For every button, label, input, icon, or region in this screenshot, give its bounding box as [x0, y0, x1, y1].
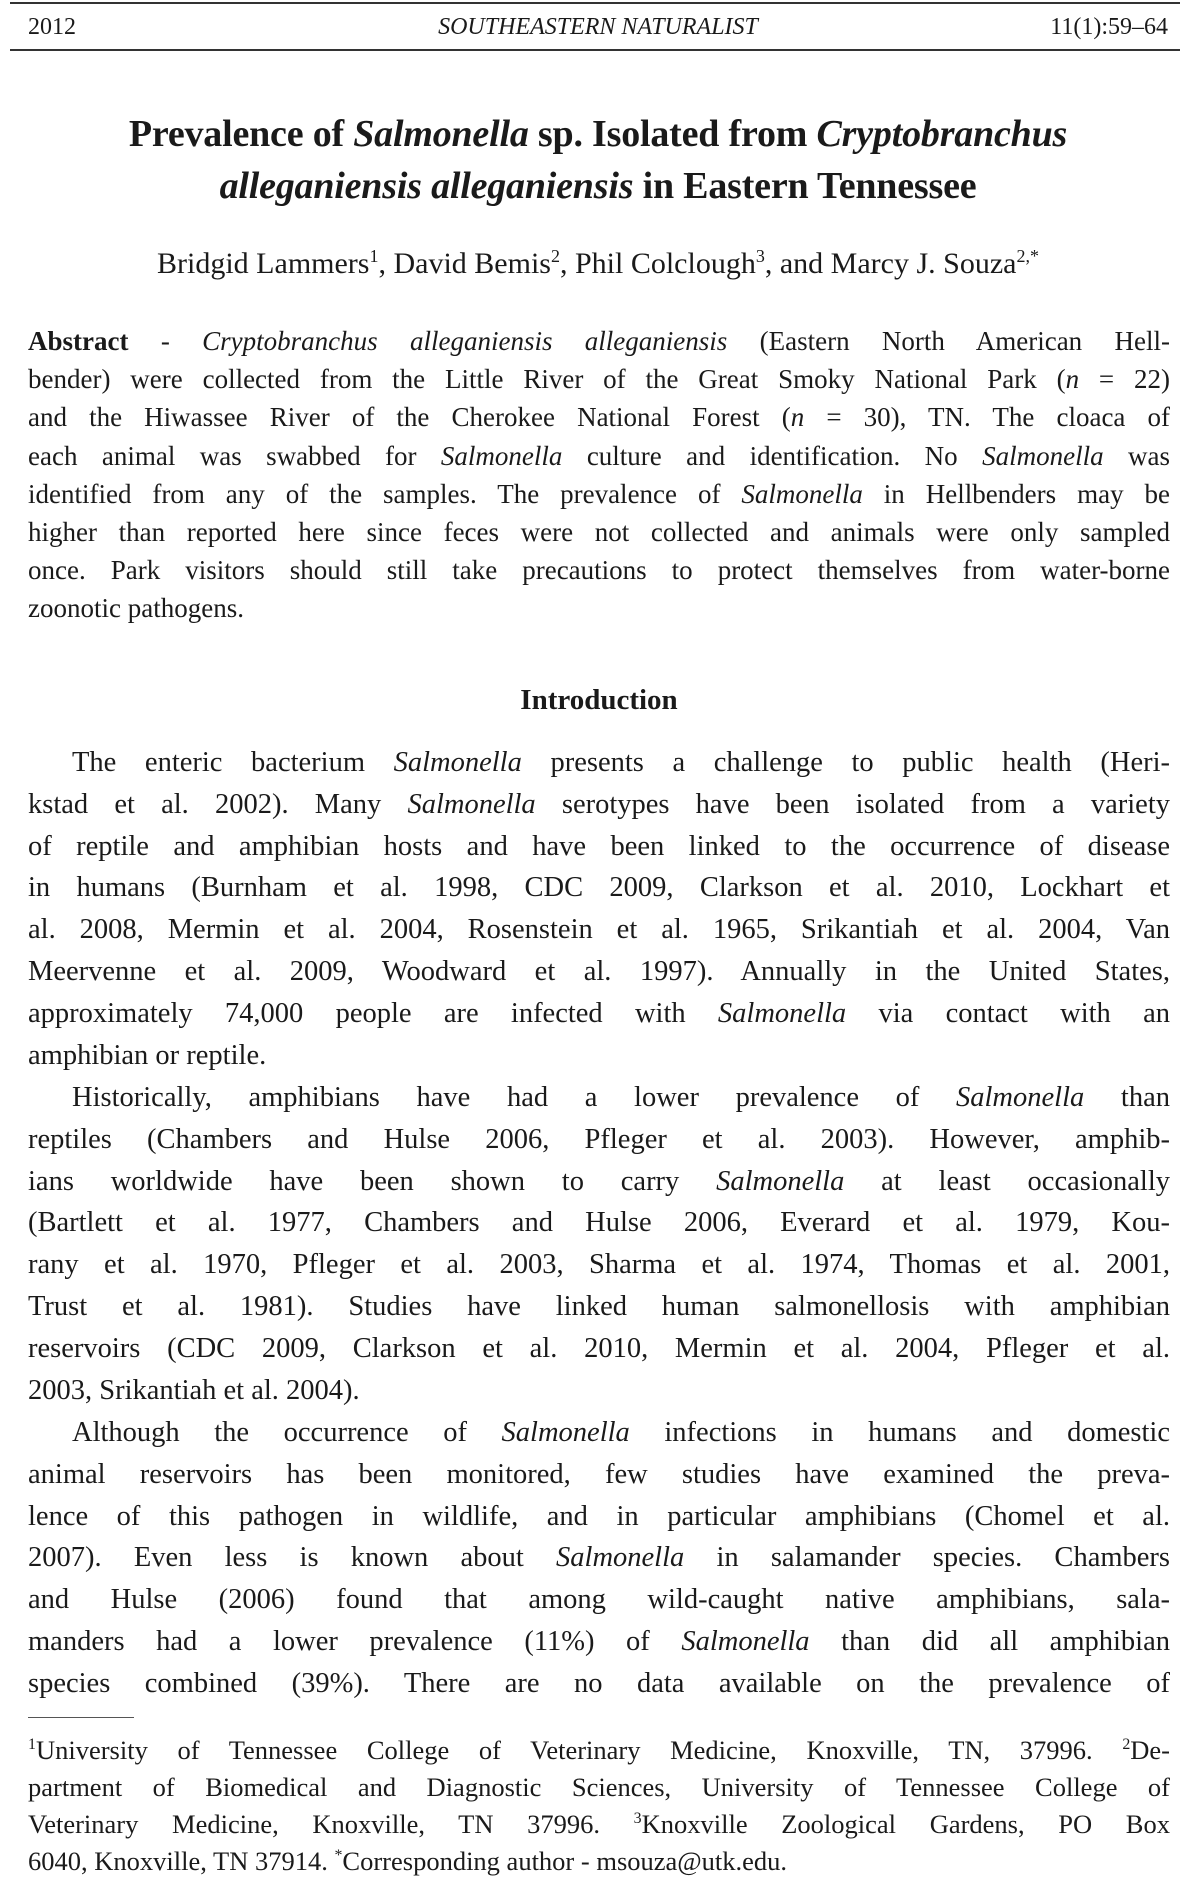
- text-run: De-: [1130, 1735, 1170, 1765]
- text-run: lence of this pathogen in wildlife, and in particular amphibians (Chomel et al.: [28, 1500, 1170, 1532]
- text-line: [28, 1621, 1170, 1663]
- text-run: bender) were collected from the Little River of the Great Smoky National Park (: [28, 364, 1066, 395]
- text-run: species combined (39%). There are no data available on the prevalence of: [28, 1667, 1170, 1699]
- running-head-journal: SOUTHEASTERN NATURALIST: [438, 14, 758, 40]
- italic-run: alleganiensis alleganiensis: [219, 165, 634, 207]
- text-line: [28, 513, 1170, 551]
- text-run: = 22): [1079, 364, 1170, 395]
- text-line: [28, 1035, 1170, 1077]
- footnote-marker: *: [334, 1847, 343, 1865]
- text-line: [28, 1161, 1170, 1203]
- italic-run: n: [1065, 364, 1080, 395]
- italic-run: Salmonella: [716, 1165, 845, 1197]
- text-line: [28, 475, 1170, 513]
- text-line: [28, 360, 1170, 398]
- text-run: Trust et al. 1981). Studies have linked human salmonellosis with amphibian: [28, 1290, 1170, 1322]
- text-run: 2003, Srikantiah et al. 2004).: [28, 1374, 360, 1406]
- text-line: [28, 784, 1170, 826]
- text-run: in Eastern Tennessee: [633, 165, 977, 207]
- text-line: [28, 1202, 1170, 1244]
- author-name: Bridgid Lammers: [157, 247, 370, 280]
- italic-run: Cryptobranchus alleganiensis alleganiensis: [202, 326, 728, 356]
- text-run: than: [1084, 1082, 1170, 1113]
- text-run: (Bartlett et al. 1977, Chambers and Hulse 2006, Everard et al. 1979, Kou-: [28, 1207, 1170, 1239]
- text-run: in humans (Burnham et al. 1998, CDC 2009, Clarkson et al. 2010, Lockhart et: [28, 872, 1170, 904]
- text-line: [28, 551, 1170, 589]
- text-run: Corresponding author - msouza@utk.edu.: [342, 1846, 788, 1876]
- text-line: [28, 1579, 1170, 1621]
- running-head-volume: 11(1):59–64: [1050, 14, 1168, 40]
- text-run: via contact with an: [846, 997, 1170, 1029]
- text-run: University of Tennessee College of Veterinary Medicine, Knoxville, TN, 37996.: [35, 1735, 1123, 1765]
- text-line: [28, 1806, 1170, 1843]
- text-line: [28, 742, 1170, 784]
- text-run: of reptile and amphibian hosts and have been linked to the occurrence of disease: [28, 830, 1170, 862]
- footnote-separator: [28, 1717, 134, 1718]
- italic-run: Salmonella: [353, 113, 529, 155]
- text-run: Historically, amphibians have had a lower prevalence of: [72, 1082, 957, 1113]
- text-run: presents a challenge to public health (Heri-: [521, 747, 1171, 778]
- introduction-paragraph-1: [28, 742, 1170, 1076]
- text-run: and Hulse (2006) found that among wild-caught native amphibians, sala-: [28, 1584, 1170, 1616]
- text-run: amphibian or reptile.: [28, 1039, 267, 1071]
- text-run: partment of Biomedical and Diagnostic Sciences, University of Tennessee College of: [28, 1772, 1170, 1802]
- footnote-marker: 3: [633, 1810, 642, 1828]
- text-run: each animal was swabbed for: [28, 440, 441, 471]
- italic-run: Salmonella: [956, 1082, 1085, 1113]
- text-run: sp. Isolated from: [528, 113, 817, 155]
- text-run: Knoxville Zoological Gardens, PO Box: [641, 1809, 1170, 1839]
- text-run: (Eastern North American Hell-: [727, 326, 1170, 356]
- text-run: approximately 74,000 people are infected with: [28, 997, 718, 1029]
- text-run: and the Hiwassee River of the Cherokee National Forest (: [28, 402, 791, 433]
- text-run: serotypes have been isolated from a variety: [535, 788, 1171, 820]
- affiliation-marker: 3: [755, 246, 765, 266]
- run-label: Abstract: [28, 326, 129, 356]
- text-run: reservoirs (CDC 2009, Clarkson et al. 2010, Mermin et al. 2004, Pfleger et al.: [28, 1332, 1170, 1364]
- footnotes-affiliations: [28, 1732, 1170, 1880]
- author-list: Bridgid Lammers$^1$, David Bemis$^2$, Phil Colclough$^3$, and Marcy J. Souza$^{2,*}$: [157, 246, 1039, 280]
- text-line: [28, 1328, 1170, 1370]
- text-line: [28, 993, 1170, 1035]
- text-run: in Hellbenders may be: [862, 478, 1170, 509]
- text-run: Prevalence of: [128, 113, 354, 155]
- text-run: animal reservoirs has been monitored, few studies have examined the preva-: [28, 1458, 1170, 1490]
- text-run: al. 2008, Mermin et al. 2004, Rosenstein et al. 1965, Srikantiah et al. 2004, Van: [28, 914, 1170, 946]
- section-heading-introduction: Introduction: [520, 684, 678, 716]
- text-run: = 30), TN. The cloaca of: [804, 402, 1171, 433]
- text-run: The enteric bacterium: [72, 747, 394, 778]
- text-line: [28, 589, 1170, 627]
- text-run: 6040, Knoxville, TN 37914.: [28, 1846, 335, 1876]
- text-run: manders had a lower prevalence (11%) of: [28, 1625, 682, 1657]
- text-line: [28, 398, 1170, 436]
- text-line: [28, 1412, 1170, 1454]
- italic-run: Salmonella: [501, 1417, 630, 1448]
- text-run: at least occasionally: [844, 1165, 1170, 1197]
- text-line: [28, 1370, 1170, 1412]
- text-run: culture and identification. No: [562, 440, 983, 471]
- italic-run: Salmonella: [681, 1625, 810, 1657]
- text-run: in salamander species. Chambers: [684, 1542, 1170, 1574]
- text-run: rany et al. 1970, Pfleger et al. 2003, Sharma et al. 1974, Thomas et al. 2001,: [28, 1249, 1170, 1281]
- italic-run: Salmonella: [440, 440, 563, 471]
- text-run: reptiles (Chambers and Hulse 2006, Pfleger et al. 2003). However, amphib-: [28, 1123, 1170, 1155]
- text-run: Veterinary Medicine, Knoxville, TN 37996.: [28, 1809, 634, 1839]
- header-top-rule: [10, 2, 1180, 4]
- italic-run: Salmonella: [741, 478, 863, 509]
- affiliation-marker: 2: [550, 246, 560, 266]
- introduction-paragraph-3: [28, 1412, 1170, 1705]
- text-run: Meervenne et al. 2009, Woodward et al. 1997). Annually in the United States,: [28, 955, 1170, 987]
- text-run: once. Park visitors should still take precautions to protect themselves from water-borne: [28, 555, 1170, 586]
- text-line: [28, 1286, 1170, 1328]
- text-line: [28, 1119, 1170, 1161]
- text-run: -: [128, 326, 203, 356]
- paper-title: [28, 108, 1168, 212]
- abstract: [28, 322, 1170, 628]
- text-run: identified from any of the samples. The prevalence of: [28, 478, 742, 509]
- text-line: [28, 322, 1170, 360]
- header-bottom-rule: [10, 49, 1180, 51]
- text-line: [28, 437, 1170, 475]
- text-run: was: [1103, 440, 1170, 471]
- text-line: [28, 1663, 1170, 1705]
- italic-run: Salmonella: [717, 997, 847, 1029]
- text-line: [28, 867, 1170, 909]
- text-run: ians worldwide have been shown to carry: [28, 1165, 717, 1197]
- text-line: [28, 909, 1170, 951]
- text-line: [28, 1496, 1170, 1538]
- footnote-marker: 2: [1122, 1736, 1131, 1754]
- author-name: Phil Colclough: [574, 247, 756, 280]
- affiliation-marker: 2,*: [1016, 246, 1039, 266]
- text-run: kstad et al. 2002). Many: [28, 788, 408, 820]
- text-run: infections in humans and domestic: [629, 1417, 1170, 1448]
- title-line-2: [28, 160, 1168, 212]
- text-run: than did all amphibian: [809, 1625, 1170, 1657]
- text-line: [28, 1244, 1170, 1286]
- italic-run: Salmonella: [393, 747, 522, 778]
- introduction-paragraph-2: [28, 1077, 1170, 1411]
- text-run: zoonotic pathogens.: [28, 593, 244, 624]
- text-line: [28, 1077, 1170, 1119]
- text-line: [28, 951, 1170, 993]
- text-line: [28, 1454, 1170, 1496]
- text-run: Although the occurrence of: [72, 1417, 502, 1448]
- author-name: Marcy J. Souza: [830, 247, 1017, 280]
- footnote-marker: 1: [28, 1736, 36, 1754]
- affiliation-marker: 1: [369, 246, 379, 266]
- text-line: [28, 1537, 1170, 1579]
- text-run: 2007). Even less is known about: [28, 1542, 557, 1574]
- italic-run: n: [790, 402, 805, 433]
- author-name: David Bemis: [393, 247, 551, 280]
- italic-run: Salmonella: [982, 440, 1104, 471]
- text-line: [28, 826, 1170, 868]
- title-line-1: [28, 108, 1168, 160]
- text-line: [28, 1769, 1170, 1806]
- italic-run: Salmonella: [407, 788, 536, 820]
- text-line: [28, 1732, 1170, 1769]
- italic-run: Cryptobranchus: [816, 113, 1068, 155]
- text-line: [28, 1843, 1170, 1880]
- running-head: [28, 12, 1168, 42]
- running-head-year: 2012: [28, 14, 76, 40]
- text-run: higher than reported here since feces were not collected and animals were only sampled: [28, 516, 1170, 547]
- italic-run: Salmonella: [556, 1542, 685, 1574]
